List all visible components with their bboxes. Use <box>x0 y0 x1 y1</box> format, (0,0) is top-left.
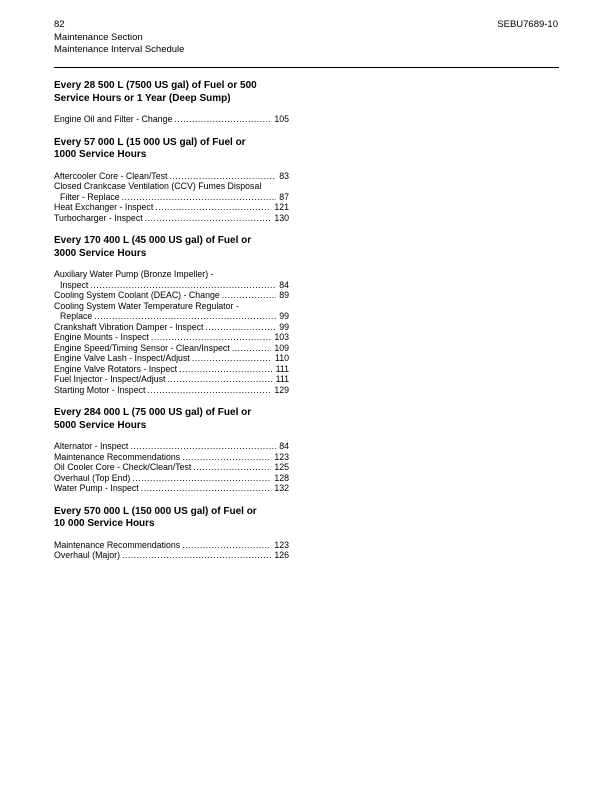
interval-heading-line: Every 170 400 L (45 000 US gal) of Fuel or <box>54 235 252 246</box>
entry-page-number: 123 <box>274 451 289 462</box>
entry-page-number: 132 <box>274 483 289 493</box>
maintenance-entry[interactable] <box>54 462 289 473</box>
entry-page-number: 123 <box>274 539 289 550</box>
entry-page-number: 111 <box>275 363 289 374</box>
entry-text: Water Pump - Inspect <box>54 483 139 493</box>
interval-section <box>54 80 289 125</box>
maintenance-entry[interactable] <box>54 192 289 203</box>
entry-text: Turbocharger - Inspect <box>54 212 143 223</box>
entry-page-number: 84 <box>279 279 289 290</box>
dot-leader <box>222 290 276 301</box>
interval-heading <box>54 80 289 105</box>
entry-text: Engine Oil and Filter - Change <box>54 114 173 124</box>
dot-leader <box>122 192 277 203</box>
dot-leader <box>145 213 272 224</box>
page-header-left <box>54 19 184 57</box>
interval-heading-line: 1000 Service Hours <box>54 149 147 160</box>
entry-page-number: 89 <box>279 290 289 300</box>
dot-leader <box>155 202 271 213</box>
maintenance-entry[interactable] <box>54 269 289 280</box>
maintenance-entry[interactable] <box>54 322 289 333</box>
entry-text: Oil Cooler Core - Check/Clean/Test <box>54 462 192 472</box>
interval-heading-line: 10 000 Service Hours <box>54 518 155 529</box>
entry-page-number: 110 <box>274 353 289 363</box>
dot-leader <box>167 374 272 385</box>
entry-page-number: 121 <box>274 202 289 212</box>
interval-section <box>54 137 289 224</box>
maintenance-entry[interactable] <box>54 364 289 375</box>
dot-leader <box>151 332 271 343</box>
maintenance-entry[interactable] <box>54 385 289 396</box>
interval-heading-line: Service Hours or 1 Year (Deep Sump) <box>54 92 231 104</box>
dot-leader <box>182 452 271 463</box>
interval-section <box>54 407 289 494</box>
subsection-name: Maintenance Interval Schedule <box>54 44 185 55</box>
entry-text: Alternator - Inspect <box>54 441 129 451</box>
maintenance-entry[interactable] <box>54 181 289 192</box>
maintenance-entry[interactable] <box>54 213 289 224</box>
entry-text: Overhaul (Top End) <box>54 472 131 483</box>
entry-page-number: 126 <box>274 550 289 560</box>
entry-page-number: 125 <box>274 462 289 472</box>
interval-heading <box>54 407 289 432</box>
dot-leader <box>122 550 271 561</box>
entry-page-number: 83 <box>279 170 289 181</box>
dot-leader <box>169 171 276 182</box>
entry-text: Engine Valve Rotators - Inspect <box>54 363 178 374</box>
header-divider <box>54 67 559 68</box>
maintenance-entry[interactable] <box>54 202 289 213</box>
interval-heading-line: 3000 Service Hours <box>54 247 147 259</box>
entry-text: Aftercooler Core - Clean/Test <box>54 170 168 181</box>
interval-section <box>54 506 289 561</box>
entry-text: Cooling System Water Temperature Regulator - <box>54 300 239 311</box>
maintenance-entry[interactable] <box>54 473 289 484</box>
maintenance-entry[interactable] <box>54 280 289 291</box>
dot-leader <box>232 343 272 354</box>
maintenance-entry[interactable] <box>54 171 289 182</box>
maintenance-entry[interactable] <box>54 311 289 322</box>
interval-heading-line: Every 28 500 L (7500 US gal) of Fuel or 500 <box>54 80 257 91</box>
entry-text: Starting Motor - Inspect <box>54 384 146 395</box>
entry-text: Maintenance Recommendations <box>54 539 181 550</box>
entry-text: Cooling System Coolant (DEAC) - Change <box>54 290 220 300</box>
dot-leader <box>130 441 276 452</box>
entry-page-number: 87 <box>279 191 289 202</box>
dot-leader <box>141 483 272 494</box>
dot-leader <box>174 114 271 125</box>
entry-page-number: 128 <box>274 472 289 483</box>
entry-page-number: 129 <box>274 384 289 395</box>
maintenance-entry[interactable] <box>54 353 289 364</box>
entry-text: Replace <box>60 311 93 321</box>
dot-leader <box>182 540 271 551</box>
dot-leader <box>192 353 272 364</box>
interval-heading <box>54 235 289 260</box>
maintenance-entry[interactable] <box>54 343 289 354</box>
entry-text: Heat Exchanger - Inspect <box>54 202 154 212</box>
entry-page-number: 84 <box>279 441 289 451</box>
maintenance-entry[interactable] <box>54 452 289 463</box>
entry-page-number: 103 <box>274 332 289 342</box>
entry-text: Engine Mounts - Inspect <box>54 332 149 342</box>
maintenance-entry[interactable] <box>54 540 289 551</box>
dot-leader <box>179 364 273 375</box>
maintenance-entry[interactable] <box>54 441 289 452</box>
interval-heading-line: Every 57 000 L (15 000 US gal) of Fuel or <box>54 136 246 148</box>
dot-leader <box>94 311 276 322</box>
entry-page-number: 105 <box>274 114 289 124</box>
interval-list <box>54 80 289 573</box>
document-id: SEBU7689-10 <box>497 19 558 30</box>
maintenance-entry[interactable] <box>54 290 289 301</box>
dot-leader <box>90 280 276 291</box>
entry-page-number: 130 <box>274 212 289 223</box>
entry-page-number: 111 <box>275 374 289 384</box>
entry-text: Closed Crankcase Ventilation (CCV) Fumes Disposal <box>54 181 262 191</box>
interval-heading-line: Every 284 000 L (75 000 US gal) of Fuel or <box>54 407 252 418</box>
entry-text: Engine Valve Lash - Inspect/Adjust <box>54 353 190 363</box>
maintenance-entry[interactable] <box>54 374 289 385</box>
entry-page-number: 99 <box>279 311 289 321</box>
entry-text: Fuel Injector - Inspect/Adjust <box>54 374 166 384</box>
maintenance-entry[interactable] <box>54 301 289 312</box>
interval-heading-line: 5000 Service Hours <box>54 419 147 431</box>
interval-heading <box>54 137 289 162</box>
maintenance-entry[interactable] <box>54 114 289 125</box>
maintenance-entry[interactable] <box>54 332 289 343</box>
dot-leader <box>193 462 271 473</box>
entry-text: Maintenance Recommendations <box>54 451 181 462</box>
maintenance-entry[interactable] <box>54 550 289 561</box>
entry-text: Crankshaft Vibration Damper - Inspect <box>54 321 204 332</box>
entry-text: Auxiliary Water Pump (Bronze Impeller) - <box>54 269 214 279</box>
dot-leader <box>132 473 271 484</box>
interval-heading-line: Every 570 000 L (150 000 US gal) of Fuel or <box>54 505 257 517</box>
page-number: 82 <box>54 19 65 30</box>
interval-section <box>54 235 289 395</box>
entry-text: Inspect <box>60 279 89 290</box>
entry-text: Engine Speed/Timing Sensor - Clean/Inspect <box>54 342 230 353</box>
maintenance-entry[interactable] <box>54 483 289 494</box>
section-name: Maintenance Section <box>54 31 143 43</box>
entry-text: Filter - Replace <box>60 191 120 202</box>
dot-leader <box>147 385 271 396</box>
entry-page-number: 99 <box>279 321 289 332</box>
entry-page-number: 109 <box>274 342 289 353</box>
entry-text: Overhaul (Major) <box>54 550 120 560</box>
interval-heading <box>54 506 289 531</box>
dot-leader <box>205 322 276 333</box>
